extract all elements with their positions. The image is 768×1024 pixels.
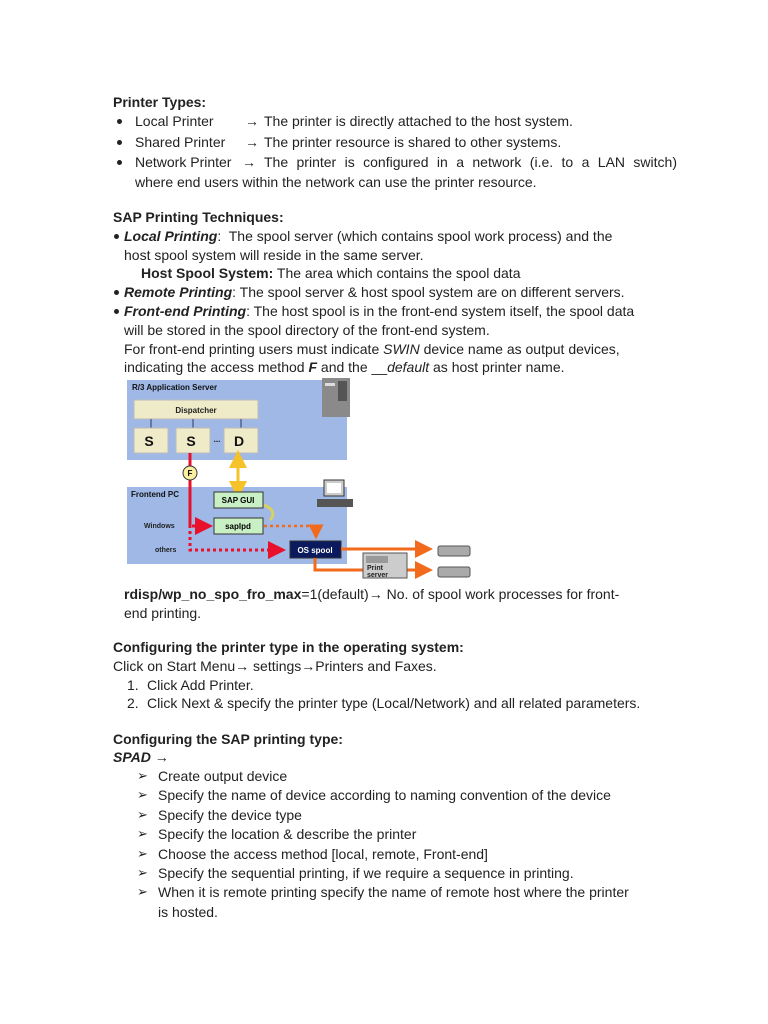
list-item: When it is remote printing specify the name of remote host where the printer: [158, 884, 629, 901]
text: host spool system will reside in the same server.: [124, 247, 424, 263]
arrow-bullet-icon: ➢: [137, 826, 148, 842]
list-item-label: Network Printer: [135, 154, 232, 170]
text: default: [387, 359, 430, 375]
arrow: →: [242, 154, 256, 170]
list-item-label: Shared Printer: [135, 134, 226, 150]
term: Front-end Printing: [124, 303, 247, 319]
text: : The spool server (which contains spool work process) and the: [217, 228, 613, 244]
param-name: rdisp/wp_no_spo_fro_max: [124, 586, 302, 602]
sap-config-heading: Configuring the SAP printing type:: [113, 731, 343, 747]
os-spool-label: OS spool: [297, 546, 333, 555]
app-server-label: R/3 Application Server: [132, 383, 218, 392]
step-number: 1.: [127, 677, 139, 693]
text: end printing.: [124, 605, 202, 621]
wp-label: S: [186, 433, 196, 449]
f-label: F: [187, 469, 193, 478]
list-item: Specify the device type: [158, 806, 302, 823]
ellipsis: ...: [213, 435, 221, 444]
text: F: [308, 359, 318, 375]
arrow: →: [245, 113, 259, 129]
arrow-bullet-icon: ➢: [137, 845, 148, 861]
text: as host printer name.: [429, 359, 565, 375]
arrow-bullet-icon: ➢: [137, 806, 148, 822]
text: : The spool server & host spool system are on different servers.: [232, 284, 625, 300]
list-item-desc: The printer is configured in a network (i.e. to a LAN switch): [264, 154, 677, 170]
text: device name as output devices,: [419, 341, 620, 357]
printer-icon: [438, 546, 470, 556]
bullet: [114, 234, 119, 239]
text: indicating the access method: [124, 359, 309, 375]
bullet: [117, 119, 122, 124]
sap-techniques-heading: SAP Printing Techniques:: [113, 209, 284, 225]
arrow: →: [245, 134, 259, 150]
windows-label: Windows: [144, 523, 175, 530]
wp-label: S: [144, 433, 154, 449]
text: is hosted.: [158, 904, 218, 920]
frontend-pc-label: Frontend PC: [131, 490, 179, 499]
bullet: [114, 309, 119, 314]
list-item: Create output device: [158, 768, 288, 784]
arrow-bullet-icon: ➢: [137, 884, 148, 900]
list-item: Specify the sequential printing, if we require a sequence in printing.: [158, 865, 574, 881]
list-item-label: Local Printer: [135, 113, 214, 129]
frontend-note-1: [124, 340, 620, 358]
spad-label: SPAD →: [113, 749, 169, 765]
term: Local Printing: [124, 228, 218, 244]
printer-icon: [438, 567, 470, 577]
frontend-line: [124, 302, 634, 320]
list-item: Choose the access method [local, remote, Front-end]: [158, 845, 488, 862]
host-spool-line: [141, 264, 521, 282]
step-number: 2.: [127, 695, 139, 711]
step-text: Click Add Printer.: [147, 677, 254, 693]
list-item: Specify the location & describe the printer: [158, 826, 417, 843]
step-text: Click Next & specify the printer type (Local/Network) and all related parameters.: [147, 695, 641, 711]
text: Click on Start Menu→ settings→Printers and Faxes.: [113, 658, 437, 674]
wp-label: D: [233, 433, 245, 449]
others-label: others: [155, 547, 177, 554]
text: SWIN: [383, 341, 420, 357]
front-end-printing-diagram: [120, 375, 480, 590]
list-item: Specify the name of device according to naming convention of the device: [158, 787, 611, 804]
list-item-desc: The printer is directly attached to the host system.: [264, 113, 573, 129]
arrow-bullet-icon: ➢: [137, 768, 148, 783]
bullet: [117, 160, 122, 165]
text: The area which contains the spool data: [273, 265, 521, 281]
arrow-bullet-icon: ➢: [137, 787, 148, 803]
server-icon: [322, 378, 350, 417]
saplpd-label: saplpd: [225, 522, 251, 531]
text: =1(default)→ No. of spool work processes for front-: [301, 586, 620, 602]
param-line: [124, 585, 677, 603]
arrow-bullet-icon: ➢: [137, 865, 148, 880]
sap-gui-label: SAP GUI: [221, 496, 255, 505]
os-config-heading: Configuring the printer type in the operating system:: [113, 639, 464, 655]
text: : The host spool is in the front-end system itself, the spool data: [246, 303, 635, 319]
print-server-label: server: [367, 572, 389, 579]
bullet: [117, 140, 122, 145]
text: and the __: [317, 359, 388, 375]
print-server-label: Print: [367, 565, 383, 572]
bullet: [114, 290, 119, 295]
text: will be stored in the spool directory of the front-end system.: [124, 322, 490, 338]
text: For front-end printing users must indicate: [124, 341, 384, 357]
list-item-desc: where end users within the network can use the printer resource.: [135, 174, 537, 190]
remote-line: [124, 283, 625, 301]
frontend-note-2: [124, 358, 565, 376]
list-item-desc: The printer resource is shared to other systems.: [264, 134, 562, 150]
term: Host Spool System:: [141, 265, 274, 281]
dispatcher-label: Dispatcher: [175, 406, 217, 415]
term: Remote Printing: [124, 284, 233, 300]
printer-types-heading: Printer Types:: [113, 94, 207, 110]
